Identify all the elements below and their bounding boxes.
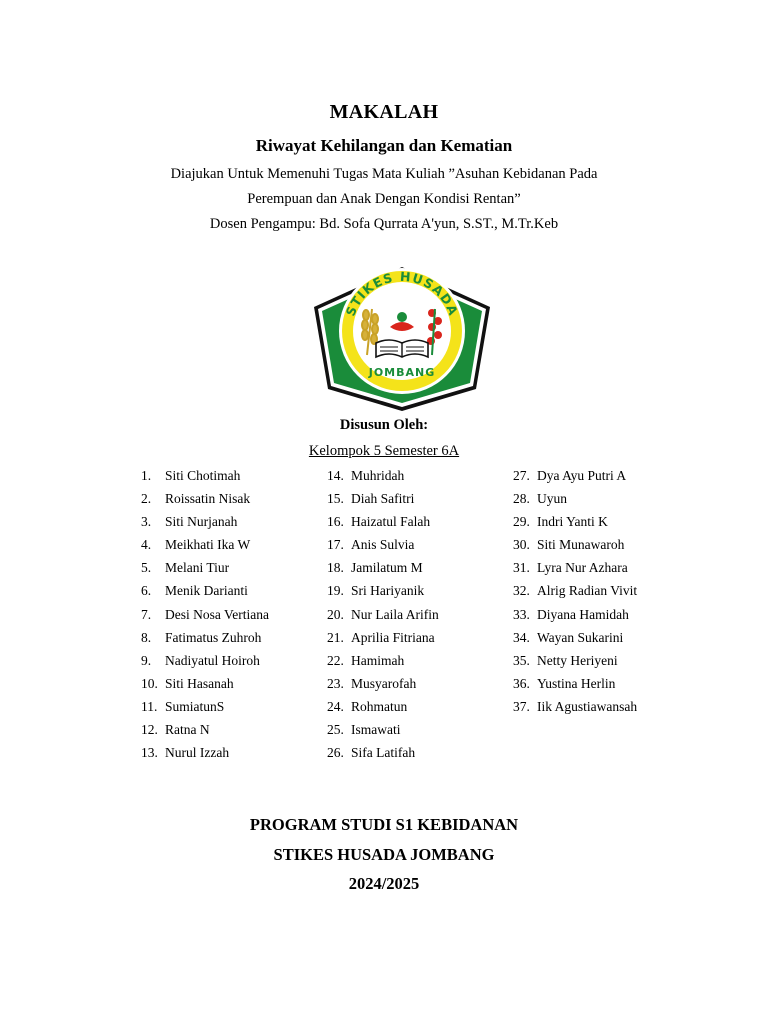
member-list-item — [141, 489, 269, 512]
member-list-item — [141, 697, 269, 720]
member-list-item — [327, 605, 439, 628]
member-name: Indri Yanti K — [537, 514, 608, 530]
purpose-line-2: Perempuan dan Anak Dengan Kondisi Rentan” — [247, 191, 521, 207]
member-name: Netty Heriyeni — [537, 652, 618, 668]
member-name: Muhridah — [351, 468, 405, 483]
member-number: 29. — [513, 514, 530, 530]
member-name: Fatimatus Zuhroh — [165, 629, 262, 645]
member-name: Wayan Sukarini — [537, 629, 624, 645]
member-list-item — [141, 512, 269, 535]
member-list-item — [327, 674, 439, 697]
member-number: 25. — [327, 722, 344, 738]
member-name: Melani Tiur — [165, 560, 230, 576]
member-name: Meikhati Ika W — [165, 537, 251, 553]
member-list-item — [513, 697, 637, 720]
member-number: 16. — [327, 514, 344, 530]
member-number: 35. — [513, 652, 530, 668]
member-list-item — [513, 581, 637, 604]
member-list-item — [141, 605, 269, 628]
member-list-item — [327, 466, 439, 489]
member-list-item — [327, 743, 439, 766]
member-list-item — [513, 466, 637, 489]
member-number: 19. — [327, 583, 344, 599]
member-name: SumiatunS — [165, 698, 225, 714]
member-name: Aprilia Fitriana — [351, 629, 435, 645]
member-list-item — [513, 605, 637, 628]
member-number: 13. — [141, 745, 158, 761]
academic-year: 2024/2025 — [348, 874, 420, 893]
member-name: Rohmatun — [351, 698, 408, 714]
member-number: 2. — [141, 491, 152, 507]
member-list-item — [141, 535, 269, 558]
member-name: Iik Agustiawansah — [537, 698, 638, 714]
member-name: Jamilatum M — [351, 560, 423, 576]
document-title: MAKALAH — [329, 101, 439, 123]
member-list-item — [513, 535, 637, 558]
member-number: 9. — [141, 652, 152, 668]
member-name: Lyra Nur Azhara — [537, 560, 628, 576]
member-number: 12. — [141, 722, 158, 738]
member-name: Menik Darianti — [165, 583, 248, 599]
member-list-item — [327, 651, 439, 674]
member-number: 11. — [141, 698, 158, 714]
member-number: 3. — [141, 514, 152, 530]
member-name: Diyana Hamidah — [537, 606, 629, 622]
member-name: Dya Ayu Putri A — [537, 468, 627, 483]
member-name: Siti Nurjanah — [165, 514, 238, 530]
purpose-line-1: Diajukan Untuk Memenuhi Tugas Mata Kuliah ”Asuhan Kebidanan Pada — [170, 166, 598, 182]
member-list-column-3 — [513, 466, 637, 720]
member-list-item — [141, 743, 269, 766]
member-name: Haizatul Falah — [351, 514, 431, 530]
member-number: 37. — [513, 698, 530, 714]
member-number: 10. — [141, 675, 158, 691]
member-name: Siti Chotimah — [165, 468, 241, 483]
member-number: 18. — [327, 560, 344, 576]
member-list-column-2 — [327, 466, 439, 766]
member-list-item — [327, 535, 439, 558]
member-list-item — [141, 558, 269, 581]
member-number: 17. — [327, 537, 344, 553]
logo-top-text: STIKES HUSADA — [342, 268, 462, 319]
member-number: 20. — [327, 606, 344, 622]
member-list-item — [141, 651, 269, 674]
member-number: 7. — [141, 606, 152, 622]
member-name: Nurul Izzah — [165, 745, 230, 761]
member-name: Musyarofah — [351, 675, 417, 691]
member-name: Uyun — [537, 491, 567, 507]
member-list-item — [513, 512, 637, 535]
member-number: 27. — [513, 468, 530, 483]
member-name: Siti Munawaroh — [537, 537, 625, 553]
member-list-item — [327, 720, 439, 743]
member-number: 31. — [513, 560, 530, 576]
member-list-item — [513, 651, 637, 674]
member-number: 22. — [327, 652, 344, 668]
member-name: Yustina Herlin — [537, 675, 616, 691]
member-name: Nur Laila Arifin — [351, 606, 439, 622]
member-list-item — [513, 558, 637, 581]
member-number: 36. — [513, 675, 530, 691]
member-name: Nadiyatul Hoiroh — [165, 652, 260, 668]
member-name: Desi Nosa Vertiana — [165, 606, 269, 622]
member-number: 14. — [327, 468, 344, 483]
compiled-by-label: Disusun Oleh: — [339, 417, 429, 433]
member-list-item — [327, 512, 439, 535]
member-list-item — [513, 628, 637, 651]
member-list-item — [327, 697, 439, 720]
member-list-item — [141, 466, 269, 489]
member-name: Ismawati — [351, 722, 401, 738]
member-list-item — [141, 674, 269, 697]
logo-bottom-text: JOMBANG — [368, 366, 436, 379]
document-subtitle: Riwayat Kehilangan dan Kematian — [255, 136, 513, 155]
member-list-item — [327, 489, 439, 512]
program-name: PROGRAM STUDI S1 KEBIDANAN — [249, 815, 519, 834]
stikes-husada-logo — [310, 265, 494, 413]
member-name: Anis Sulvia — [351, 537, 415, 553]
member-number: 34. — [513, 629, 530, 645]
institution-name: STIKES HUSADA JOMBANG — [273, 845, 495, 864]
member-number: 15. — [327, 491, 344, 507]
member-list-item — [141, 581, 269, 604]
member-list-item — [141, 720, 269, 743]
member-number: 6. — [141, 583, 152, 599]
member-number: 5. — [141, 560, 152, 576]
member-list-column-1 — [141, 466, 269, 766]
member-list-item — [327, 581, 439, 604]
member-number: 32. — [513, 583, 530, 599]
member-name: Siti Hasanah — [165, 675, 234, 691]
member-number: 23. — [327, 675, 344, 691]
member-number: 8. — [141, 629, 152, 645]
member-name: Alrig Radian Vivit — [537, 583, 638, 599]
group-label: Kelompok 5 Semester 6A — [308, 443, 460, 459]
member-number: 26. — [327, 745, 344, 761]
lecturer-line: Dosen Pengampu: Bd. Sofa Qurrata A'yun, S.ST., M.Tr.Keb — [209, 216, 559, 232]
member-number: 28. — [513, 491, 530, 507]
member-number: 24. — [327, 698, 344, 714]
member-name: Hamimah — [351, 652, 405, 668]
member-list-item — [327, 558, 439, 581]
member-number: 4. — [141, 537, 152, 553]
member-list-item — [141, 628, 269, 651]
member-name: Sifa Latifah — [351, 745, 416, 761]
member-name: Ratna N — [165, 722, 210, 738]
member-number: 33. — [513, 606, 530, 622]
member-number: 1. — [141, 468, 152, 483]
member-name: Sri Hariyanik — [351, 583, 425, 599]
member-name: Roissatin Nisak — [165, 491, 251, 507]
member-name: Diah Safitri — [351, 491, 415, 507]
member-number: 21. — [327, 629, 344, 645]
member-number: 30. — [513, 537, 530, 553]
member-list-item — [513, 674, 637, 697]
member-list-item — [327, 628, 439, 651]
member-list-item — [513, 489, 637, 512]
